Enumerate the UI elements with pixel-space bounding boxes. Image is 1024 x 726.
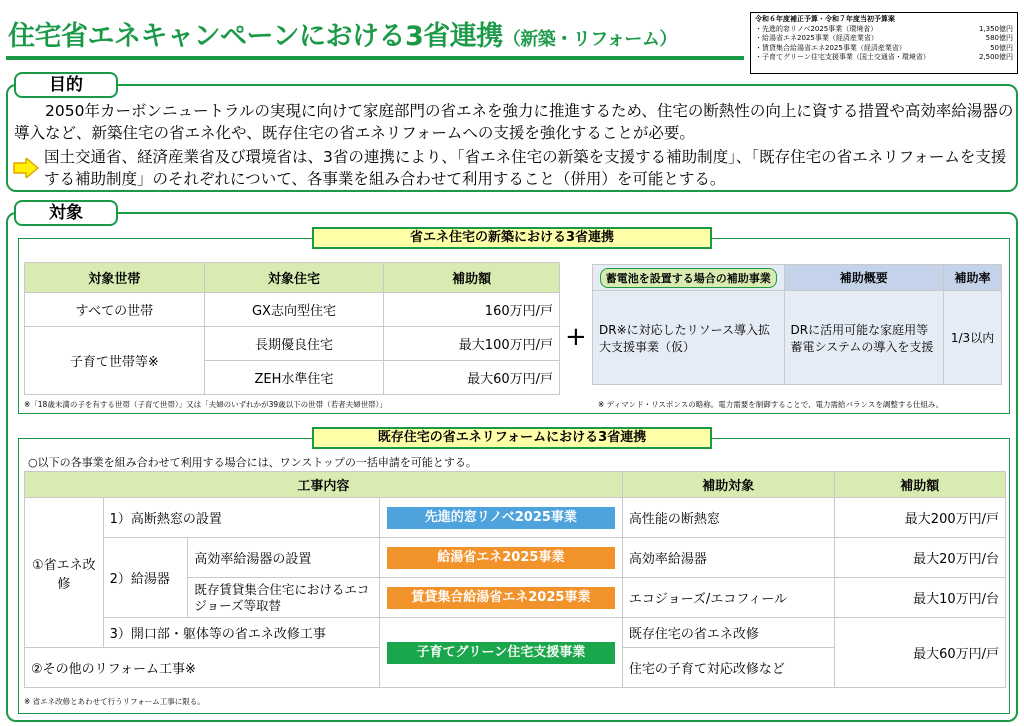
target-tag: 対象 <box>14 200 118 226</box>
program-badge: 給湯省エネ2025事業 <box>387 547 615 569</box>
table-header-row <box>25 263 560 293</box>
work-cell: 1）高断熱窓の設置 <box>103 498 379 538</box>
program-badge: 先進的窓リノベ2025事業 <box>387 507 615 529</box>
table-header-row <box>25 472 1006 498</box>
col-amount: 補助額 <box>384 263 560 293</box>
budget-row <box>755 53 1013 63</box>
title-sub: （新築・リフォーム） <box>502 29 677 50</box>
table-row <box>25 498 1006 538</box>
target-cell: 高効率給湯器 <box>622 538 834 578</box>
table-header-row <box>593 265 1002 291</box>
battery-summary: DRに活用可能な家庭用等蓄電システムの導入を支援 <box>784 291 944 385</box>
col-house: 対象住宅 <box>204 263 384 293</box>
new-build-banner: 省エネ住宅の新築における3省連携 <box>312 227 712 249</box>
table-row <box>593 291 1002 385</box>
program-cell <box>379 578 622 618</box>
table-row <box>25 538 1006 578</box>
budget-row <box>755 25 1013 35</box>
budget-item-name: ・子育てグリーン住宅支援事業（国土交通省・環境省） <box>755 53 930 61</box>
budget-item-amount: 580億円 <box>985 34 1013 42</box>
col-household: 対象世帯 <box>25 263 205 293</box>
battery-rate: 1/3以内 <box>944 291 1002 385</box>
group-cell: ①省エネ改修 <box>25 498 104 648</box>
battery-label-cell <box>593 265 785 291</box>
col-work: 工事内容 <box>25 472 623 498</box>
arrow-right-icon <box>13 158 39 178</box>
house-cell: ZEH水準住宅 <box>204 361 384 395</box>
new-build-table <box>24 262 560 395</box>
battery-label: 蓄電池を設置する場合の補助事業 <box>600 268 777 288</box>
reform-table <box>24 471 1006 688</box>
budget-row <box>755 44 1013 54</box>
purpose-tag: 目的 <box>14 72 118 98</box>
col-rate: 補助率 <box>944 265 1002 291</box>
program-badge: 子育てグリーン住宅支援事業 <box>387 642 615 664</box>
reform-banner: 既存住宅の省エネリフォームにおける3省連携 <box>312 427 712 449</box>
budget-item-name: ・先進的窓リノベ2025事業（環境省） <box>755 24 878 33</box>
battery-program: DR※に対応したリソース導入拡大支援事業（仮） <box>593 291 785 385</box>
amount-cell: 160万円/戸 <box>384 293 560 327</box>
amount-cell: 最大10万円/台 <box>834 578 1005 618</box>
reform-note: ※ 省エネ改修とあわせて行うリフォーム工事に限る。 <box>24 697 205 706</box>
title-underline <box>6 56 744 60</box>
target-cell: 既存住宅の省エネ改修 <box>622 618 834 648</box>
program-badge: 賃貸集合給湯省エネ2025事業 <box>387 587 615 609</box>
target-cell: 住宅の子育て対応改修など <box>622 648 834 688</box>
col-summary: 補助概要 <box>784 265 944 291</box>
new-build-note: ※「18歳未満の子を有する世帯（子育て世帯）」又は「夫婦のいずれかが39歳以下の世帯（若者夫婦世帯）」 <box>24 400 387 409</box>
budget-item-name: ・給湯省エネ2025事業（経済産業省） <box>755 34 878 42</box>
page-title <box>8 14 677 53</box>
table-row <box>25 618 1006 648</box>
title-main: 住宅省エネキャンペーンにおける3省連携 <box>8 21 503 52</box>
program-cell <box>379 618 622 688</box>
household-cell: 子育て世帯等※ <box>25 327 205 395</box>
house-cell: GX志向型住宅 <box>204 293 384 327</box>
battery-table <box>592 264 1002 385</box>
col-amount: 補助額 <box>834 472 1005 498</box>
amount-cell: 最大60万円/戸 <box>834 618 1005 688</box>
battery-note: ※ ディマンド・リスポンスの略称。電力需要を制御することで、電力需給バランスを調整する仕組み。 <box>598 400 944 409</box>
target-cell: エコジョーズ/エコフィール <box>622 578 834 618</box>
plus-sign: + <box>565 322 587 352</box>
table-row <box>25 327 560 361</box>
budget-item-amount: 50億円 <box>990 43 1013 52</box>
budget-box <box>750 12 1018 74</box>
program-cell <box>379 498 622 538</box>
budget-item-amount: 2,500億円 <box>978 53 1013 61</box>
work-subcell: 高効率給湯器の設置 <box>188 538 380 578</box>
group-cell: ②その他のリフォーム工事※ <box>25 648 380 688</box>
amount-cell: 最大20万円/台 <box>834 538 1005 578</box>
budget-item-name: ・賃貸集合給湯省エネ2025事業（経済産業省） <box>755 43 906 52</box>
budget-item-amount: 1,350億円 <box>978 24 1013 33</box>
purpose-conclusion: 国土交通省、経済産業省及び環境省は、3省の連携により、「省エネ住宅の新築を支援する補助制度」、「既存住宅の省エネリフォームを支援する補助制度」のそれぞれについて、各事業を組み合わせて利用すること（併用）を可能とする。 <box>44 148 1007 188</box>
work-cell: 3）開口部・躯体等の省エネ改修工事 <box>103 618 379 648</box>
work-subcell: 既存賃貸集合住宅におけるエコジョーズ等取替 <box>188 578 380 618</box>
amount-cell: 最大200万円/戸 <box>834 498 1005 538</box>
amount-cell: 最大100万円/戸 <box>384 327 560 361</box>
table-row <box>25 293 560 327</box>
reform-intro: ○以下の各事業を組み合わせて利用する場合には、ワンストップの一括申請を可能とする。 <box>28 456 477 469</box>
amount-cell: 最大60万円/戸 <box>384 361 560 395</box>
work-cell: 2）給湯器 <box>103 538 188 618</box>
household-cell: すべての世帯 <box>25 293 205 327</box>
house-cell: 長期優良住宅 <box>204 327 384 361</box>
program-cell <box>379 538 622 578</box>
col-target: 補助対象 <box>622 472 834 498</box>
target-cell: 高性能の断熱窓 <box>622 498 834 538</box>
purpose-text: 2050年カーボンニュートラルの実現に向けて家庭部門の省エネを強力に推進するため、住宅の断熱性の向上に資する措置や高効率給湯器の導入など、新築住宅の省エネ化や、既存住宅の省エネリフォームへの支援を強化することが必要。 <box>14 102 1014 142</box>
budget-row <box>755 34 1013 44</box>
budget-title: 令和６年度補正予算・令和７年度当初予算案 <box>755 15 895 23</box>
